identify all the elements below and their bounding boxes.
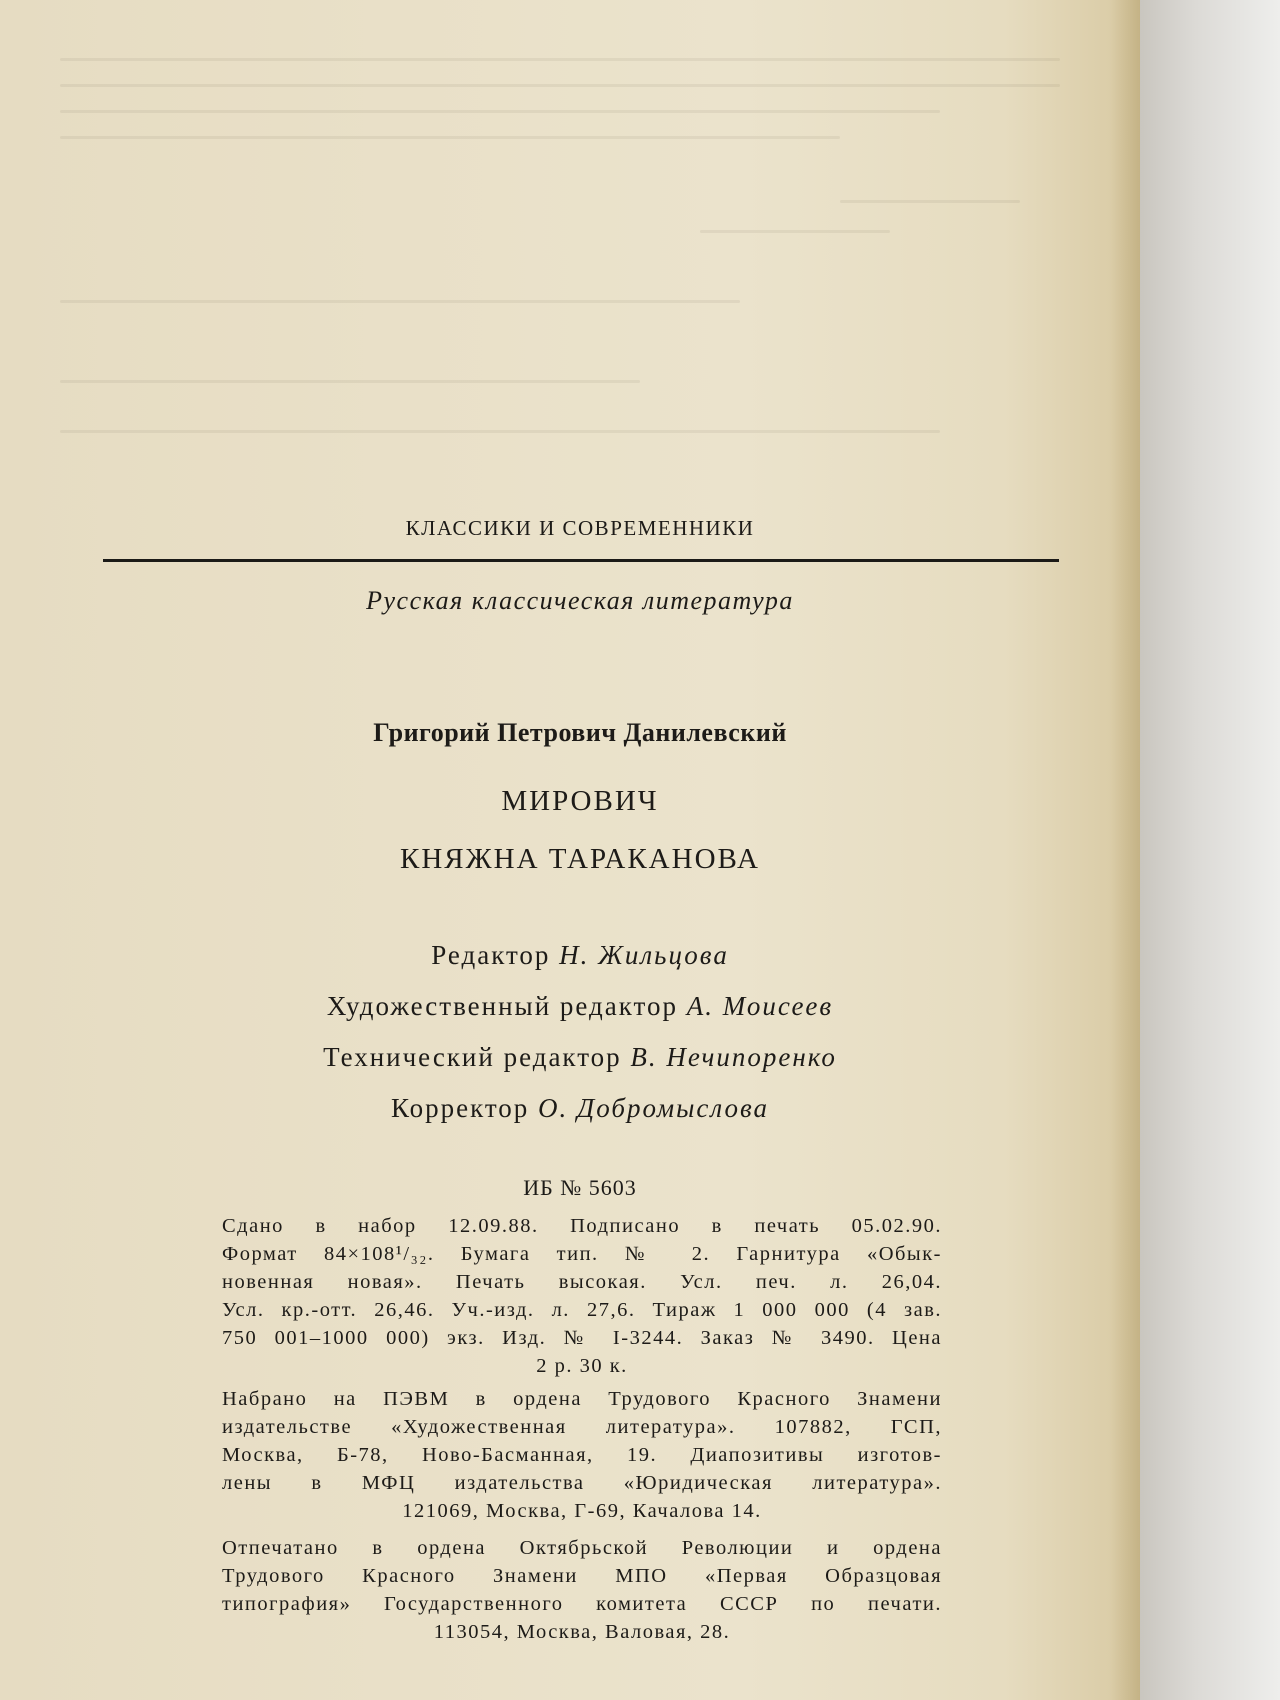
show-through-line	[840, 200, 1020, 203]
printed-line: 113054, Москва, Валовая, 28.	[433, 1621, 731, 1643]
show-through-line	[700, 230, 890, 233]
book-title-2: КНЯЖНА ТАРАКАНОВА	[400, 843, 760, 875]
header-rule	[103, 559, 1059, 562]
ib-number: ИБ № 5603	[523, 1175, 637, 1200]
typeset-line: лены в МФЦ издательства «Юридическая литература».	[222, 1472, 942, 1494]
credit-role: Редактор	[431, 940, 551, 970]
show-through-line	[60, 84, 1060, 87]
typeset-line: Набрано на ПЭВМ в ордена Трудового Красного Знамени	[222, 1388, 942, 1410]
show-through-line	[60, 58, 1060, 61]
print-detail-line: Усл. кр.-отт. 26,46. Уч.-изд. л. 27,6. Тираж 1 000 000 (4 зав.	[222, 1299, 942, 1321]
print-detail-line: Сдано в набор 12.09.88. Подписано в печать 05.02.90.	[222, 1215, 942, 1237]
print-detail-line: Формат 84×108¹/₃₂. Бумага тип. № 2. Гарнитура «Обык-	[222, 1243, 942, 1265]
typeset-line: издательстве «Художественная литература». 107882, ГСП,	[222, 1416, 942, 1438]
series-title: КЛАССИКИ И СОВРЕМЕННИКИ	[405, 516, 755, 540]
show-through-line	[60, 380, 640, 383]
show-through-line	[60, 110, 940, 113]
printed-line: Трудового Красного Знамени МПО «Первая Образцовая	[222, 1565, 942, 1587]
credit-name: А. Моисеев	[686, 991, 834, 1021]
subseries-title: Русская классическая литература	[366, 586, 794, 615]
typeset-info	[222, 1385, 942, 1525]
credit-tech-editor	[0, 1042, 1140, 1073]
background-surface	[1140, 0, 1280, 1700]
credit-role: Технический редактор	[323, 1042, 622, 1072]
printed-line: типография» Государственного комитета СССР по печати.	[222, 1593, 942, 1615]
show-through-line	[60, 136, 840, 139]
credit-role: Корректор	[390, 1093, 530, 1123]
print-details	[222, 1212, 942, 1380]
book-title-1: МИРОВИЧ	[501, 785, 659, 817]
typeset-line: Москва, Б-78, Ново-Басманная, 19. Диапозитивы изготов-	[222, 1444, 942, 1466]
printed-info	[222, 1534, 942, 1646]
print-detail-line: 2 р. 30 к.	[536, 1355, 628, 1377]
credit-art-editor	[0, 991, 1140, 1022]
credit-editor	[0, 940, 1140, 971]
show-through-line	[60, 430, 940, 433]
credit-proofreader	[0, 1093, 1140, 1124]
typeset-line: 121069, Москва, Г-69, Качалова 14.	[402, 1500, 762, 1522]
printed-line: Отпечатано в ордена Октябрьской Революции и ордена	[222, 1537, 942, 1559]
author-name: Григорий Петрович Данилевский	[373, 718, 787, 747]
credit-name: О. Добромыслова	[538, 1093, 770, 1123]
print-detail-line: новенная новая». Печать высокая. Усл. печ. л. 26,04.	[222, 1271, 942, 1293]
credit-role: Художественный редактор	[326, 991, 678, 1021]
credit-name: Н. Жильцова	[559, 940, 729, 970]
print-detail-line: 750 001–1000 000) экз. Изд. № I-3244. Заказ № 3490. Цена	[222, 1327, 942, 1349]
credit-name: В. Нечипоренко	[630, 1042, 837, 1072]
show-through-line	[60, 300, 740, 303]
